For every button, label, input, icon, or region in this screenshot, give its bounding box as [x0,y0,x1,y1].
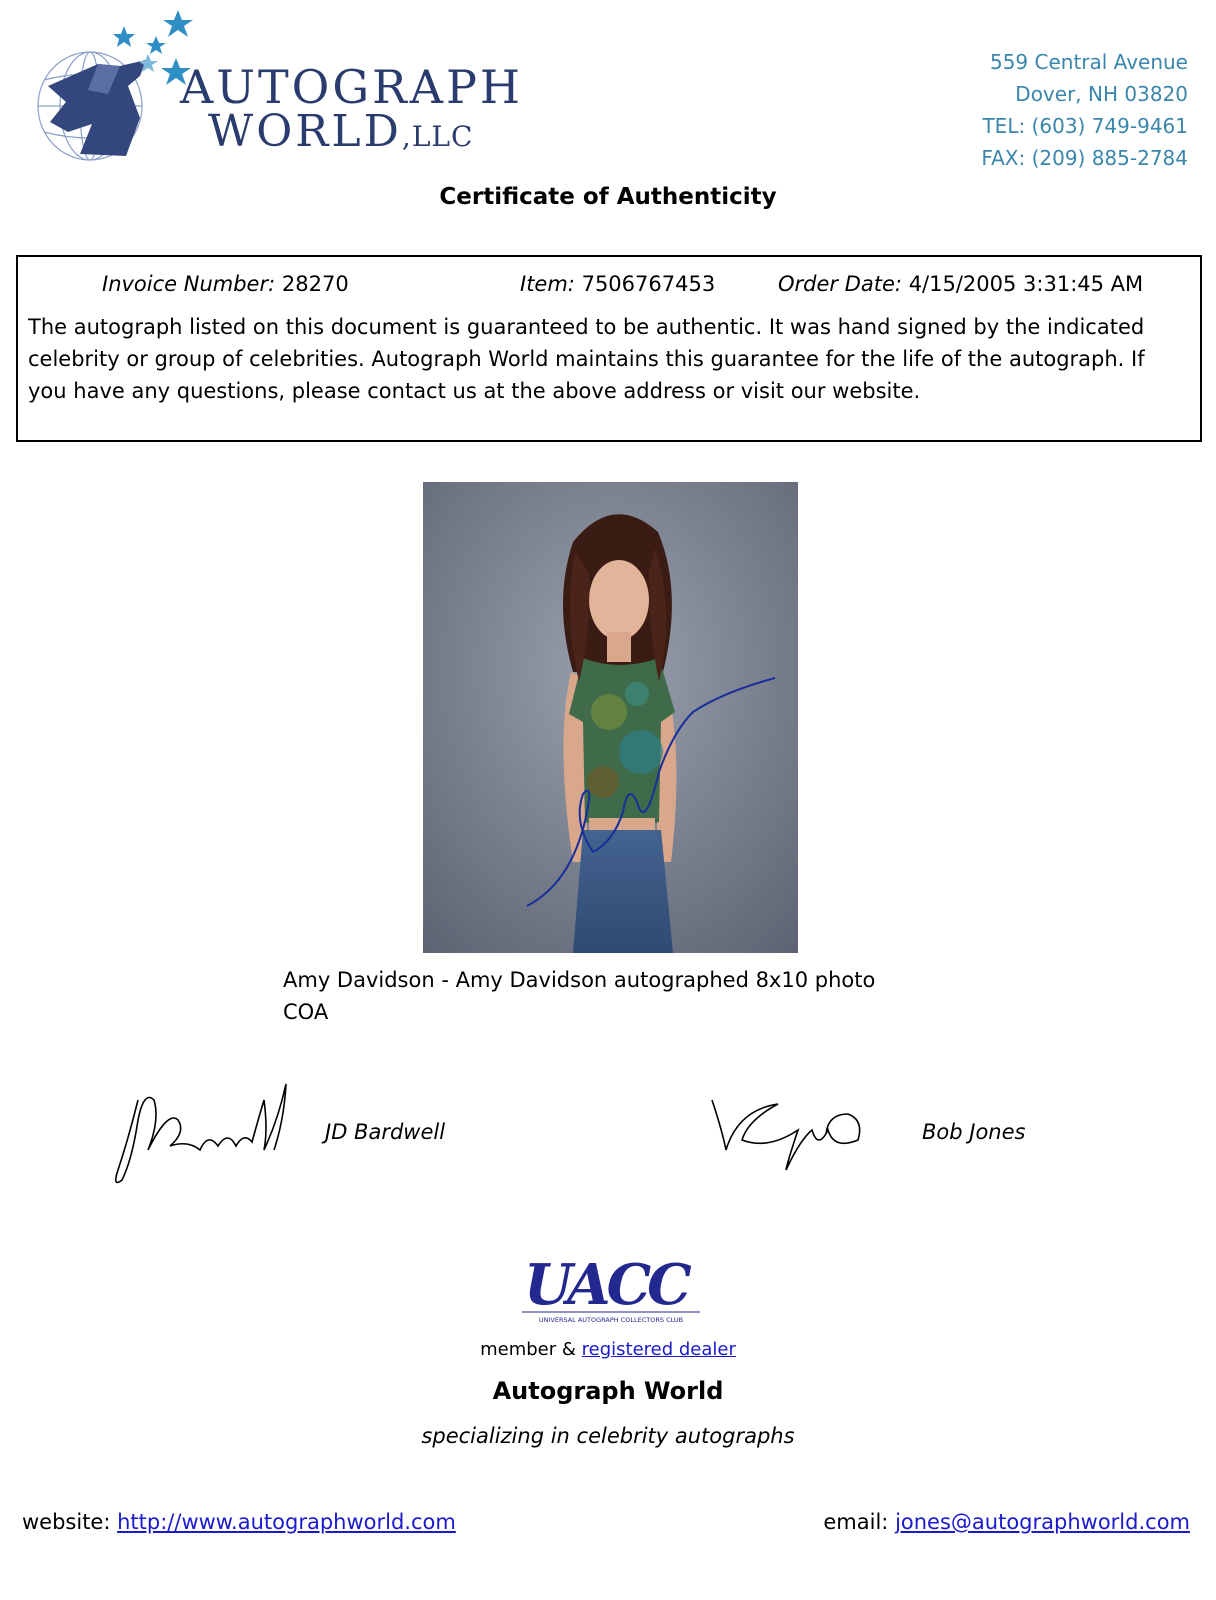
organization-name: Autograph World [492,1377,724,1405]
website-label: website: [22,1510,111,1534]
logo-wordmark-world [208,106,473,157]
address-city: Dover, NH 03820 [1015,82,1188,106]
product-caption-line1: Amy Davidson - Amy Davidson autographed 8x10 photo [283,968,876,992]
website-link[interactable]: http://www.autographworld.com [117,1510,456,1534]
jd-bardwell-signature-image [108,1080,293,1190]
item-field [520,272,715,296]
company-address [981,46,1188,174]
email-label: email: [823,1510,889,1534]
product-caption-line2: COA [283,1000,329,1024]
tagline: specializing in celebrity autographs [421,1424,795,1448]
svg-text:UNIVERSAL AUTOGRAPH COLLECTORS: UNIVERSAL AUTOGRAPH COLLECTORS CLUB [538,1316,684,1324]
invoice-number-field [102,272,349,296]
invoice-number-label: Invoice Number: [102,272,276,296]
certificate-info-box [16,255,1202,442]
item-label: Item: [520,272,575,296]
bob-jones-signature-image [708,1090,868,1172]
signer-name-right: Bob Jones [922,1120,1026,1144]
document-title: Certificate of Authenticity [439,184,777,210]
email-link[interactable]: jones@autographworld.com [895,1510,1190,1534]
address-tel: TEL: (603) 749-9461 [982,114,1188,138]
order-date-label: Order Date: [778,272,902,296]
guarantee-text: The autograph listed on this document is guaranteed to be authentic. It was hand signed by the indicated celebrity or group of celebrities. Autograph World maintains this guarantee for the life of the autograph. If you have any questions, please contact us at the above address or visit our website. [28,315,1145,403]
membership-line [0,1339,1216,1360]
membership-text: member & [480,1339,576,1360]
registered-dealer-link[interactable]: registered dealer [581,1339,736,1360]
footer-website [22,1510,456,1534]
item-value: 7506767453 [581,272,716,296]
logo-wordmark-llc: ,LLC [401,120,474,153]
invoice-number-value: 28270 [281,272,349,296]
signer-name-left: JD Bardwell [325,1120,446,1144]
logo-wordmark-world-text: WORLD [208,106,402,157]
uacc-logo [520,1254,702,1326]
footer-email [823,1510,1190,1534]
autographed-photo [423,482,798,953]
order-date-value: 4/15/2005 3:31:45 AM [908,272,1144,296]
logo-wordmark-autograph: AUTOGRAPH [180,60,524,114]
product-caption [283,964,983,1028]
svg-text:UACC: UACC [524,1254,688,1318]
address-fax: FAX: (209) 885-2784 [981,146,1188,170]
order-date-field [778,272,1143,296]
address-street: 559 Central Avenue [989,50,1188,74]
